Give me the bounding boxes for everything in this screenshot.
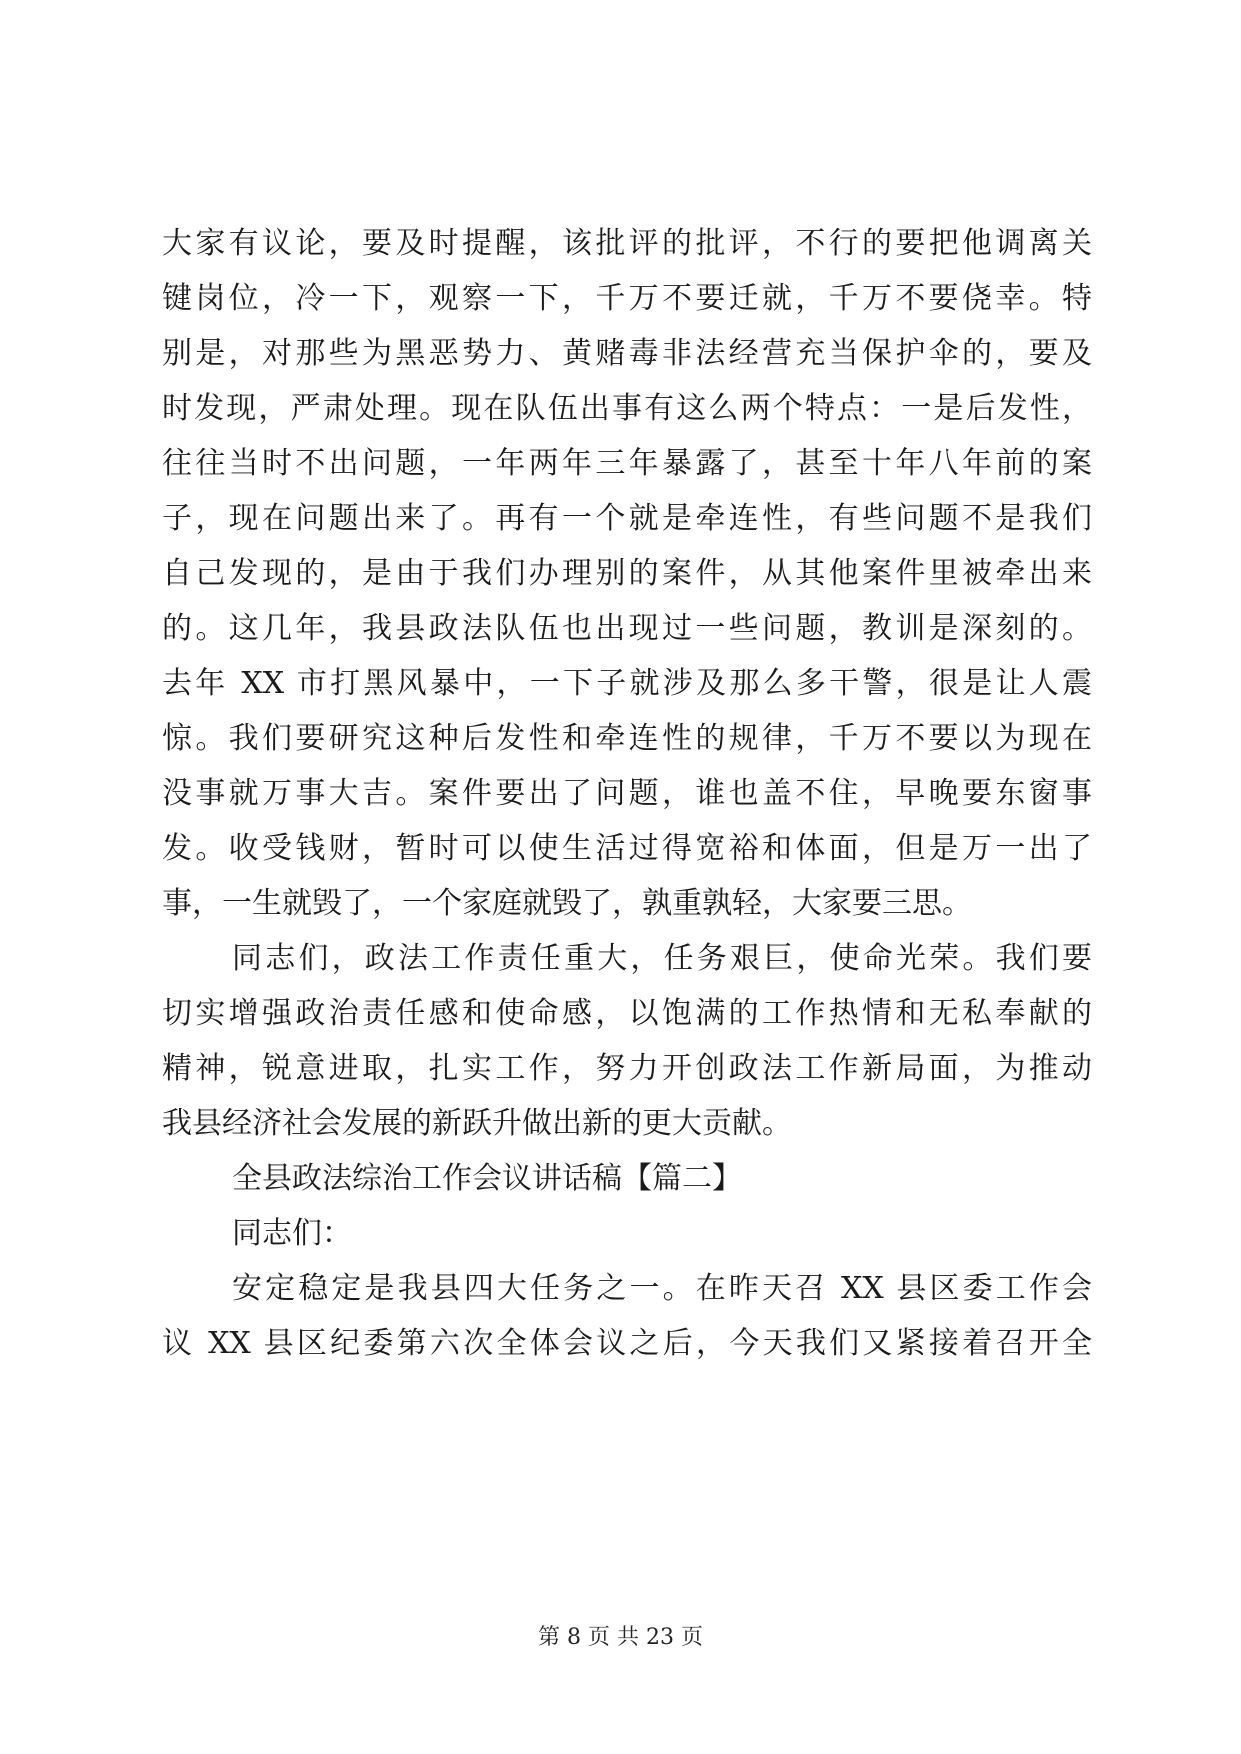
text-line: 我县经济社会发展的新跃升做出新的更大贡献。 [162, 1106, 792, 1141]
text-line: 议 XX 县区纪委第六次全体会议之后，今天我们又紧接着召开全 [162, 1326, 1092, 1361]
text-line: 惊。我们要研究这种后发性和牵连性的规律，千万不要以为现在 [162, 721, 1092, 756]
text-line: 往往当时不出问题，一年两年三年暴露了，甚至十年八年前的案 [162, 446, 1092, 481]
text-line: 子，现在问题出来了。再有一个就是牵连性，有些问题不是我们 [162, 501, 1092, 536]
page-number-footer: 第 8 页 共 23 页 [538, 1625, 703, 1650]
salutation: 同志们： [232, 1216, 352, 1251]
section-heading: 全县政法综治工作会议讲话稿【篇二】 [232, 1161, 742, 1196]
text-line: 自己发现的，是由于我们办理别的案件，从其他案件里被牵出来 [162, 556, 1092, 591]
text-line: 事，一生就毁了，一个家庭就毁了，孰重孰轻，大家要三思。 [162, 886, 972, 921]
paragraph-first-line: 安定稳定是我县四大任务之一。在昨天召 XX 县区委工作会 [232, 1271, 1092, 1306]
text-line: 键岗位，冷一下，观察一下，千万不要迁就，千万不要侥幸。特 [162, 281, 1092, 316]
text-line: 的。这几年，我县政法队伍也出现过一些问题，教训是深刻的。 [162, 611, 1092, 646]
paragraph-first-line: 同志们，政法工作责任重大，任务艰巨，使命光荣。我们要 [232, 941, 1092, 976]
text-line: 去年 XX 市打黑风暴中，一下子就涉及那么多干警，很是让人震 [162, 666, 1092, 701]
text-line: 没事就万事大吉。案件要出了问题，谁也盖不住，早晚要东窗事 [162, 776, 1092, 811]
text-line: 切实增强政治责任感和使命感，以饱满的工作热情和无私奉献的 [162, 996, 1092, 1031]
text-line: 时发现，严肃处理。现在队伍出事有这么两个特点：一是后发性， [162, 391, 1092, 426]
text-line: 大家有议论，要及时提醒，该批评的批评，不行的要把他调离关 [162, 226, 1092, 261]
text-line: 发。收受钱财，暂时可以使生活过得宽裕和体面，但是万一出了 [162, 831, 1092, 866]
text-line: 别是，对那些为黑恶势力、黄赌毒非法经营充当保护伞的，要及 [162, 336, 1092, 371]
text-line: 精神，锐意进取，扎实工作，努力开创政法工作新局面，为推动 [162, 1051, 1092, 1086]
